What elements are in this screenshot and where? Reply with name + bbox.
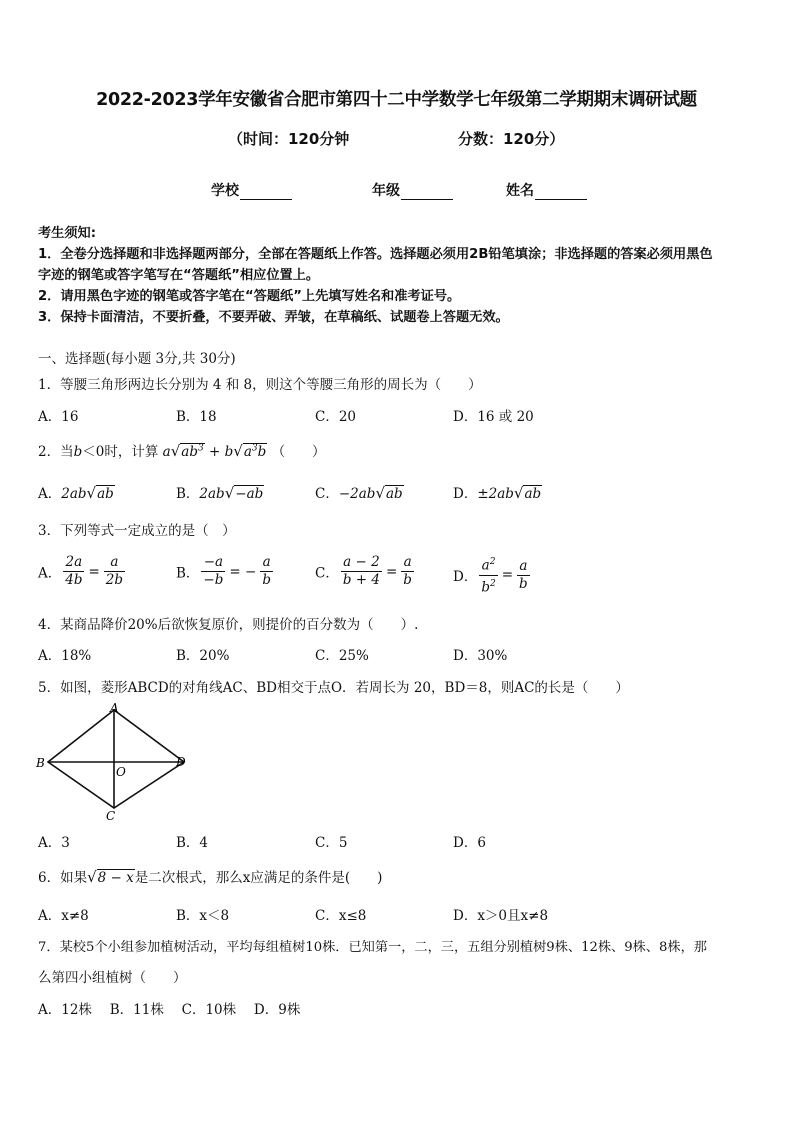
q2-option-b[interactable]: B．2ab√−ab <box>176 484 264 502</box>
notice-line-1b: 字迹的钢笔或答字笔写在“答题纸”相应位置上。 <box>38 268 320 283</box>
q2-option-c[interactable]: C．−2ab√ab <box>315 484 403 502</box>
grade-field[interactable] <box>372 180 453 200</box>
q1-option-c[interactable]: C．20 <box>315 409 357 425</box>
q6-option-a[interactable]: A．x≠8 <box>38 908 89 924</box>
exam-time: （时间：120分钟 <box>228 130 350 148</box>
question-7-line-2: 么第四小组植树（ ） <box>38 970 187 986</box>
school-blank[interactable] <box>240 184 292 200</box>
label-c: C <box>106 809 116 823</box>
q5-option-c[interactable]: C．5 <box>315 835 348 851</box>
label-a: A <box>110 701 119 715</box>
notice-line-1a: 1．全卷分选择题和非选择题两部分，全部在答题纸上作答。选择题必须用2B铅笔填涂；非选择题的答案必须用黑色 <box>38 247 713 262</box>
q3-option-d[interactable]: D． $\frac{a^2}{b^2}$ = $\frac{a}{b}$ <box>453 554 532 596</box>
school-label: 学校 <box>211 183 239 199</box>
grade-label: 年级 <box>372 183 400 199</box>
q5-option-b[interactable]: B．4 <box>176 835 209 851</box>
q4-option-b[interactable]: B．20% <box>176 648 230 664</box>
q2-option-d[interactable]: D．±2ab√ab <box>453 484 542 502</box>
q5-option-a[interactable]: A．3 <box>38 835 70 851</box>
notice-line-3: 3．保持卡面清洁，不要折叠，不要弄破、弄皱，在草稿纸、试题卷上答题无效。 <box>38 310 509 325</box>
q1-option-a[interactable]: A．16 <box>38 409 79 425</box>
grade-blank[interactable] <box>401 184 453 200</box>
question-4-stem: 4．某商品降价20%后欲恢复原价，则提价的百分数为（ ）. <box>38 617 419 633</box>
q4-option-c[interactable]: C．25% <box>315 648 369 664</box>
school-field[interactable] <box>211 180 292 200</box>
section-title: 一、选择题(每小题 3分,共 30分) <box>38 351 236 367</box>
label-b: B <box>36 756 45 770</box>
q2-expression: $a√ab^3 + b√a^3b$ <box>162 442 267 460</box>
name-label: 姓名 <box>506 183 534 199</box>
question-3-stem: 3．下列等式一定成立的是（ ） <box>38 523 236 539</box>
notice-line-2: 2．请用黑色字迹的钢笔或答字笔在“答题纸”上先填写姓名和准考证号。 <box>38 289 461 304</box>
q3-option-b[interactable]: B． $\frac{-a}{-b}$ = − $\frac{a}{b}$ <box>176 554 271 588</box>
question-5-stem: 5．如图，菱形ABCD的对角线AC、BD相交于点O．若周长为 20，BD＝8，则AC的长是（ ） <box>38 680 629 696</box>
q6-option-c[interactable]: C．x≤8 <box>315 908 367 924</box>
q3-option-a[interactable]: A． $\frac{2a}{4b}$ = $\frac{a}{2b}$ <box>38 554 124 588</box>
name-blank[interactable] <box>535 184 587 200</box>
question-2-stem: 2．当b＜0时，计算 $a√ab^3 + b√a^3b$ （ ） <box>38 442 326 460</box>
q6-option-d[interactable]: D．x＞0且x≠8 <box>453 908 549 924</box>
question-6-stem: 6．如果√8 − x是二次根式，那么x应满足的条件是( ) <box>38 868 383 886</box>
q4-option-d[interactable]: D．30% <box>453 648 508 664</box>
q6-option-b[interactable]: B．x＜8 <box>176 908 230 924</box>
label-o: O <box>116 765 126 779</box>
q7-options[interactable]: A．12株 B．11株 C．10株 D．9株 <box>38 1002 301 1018</box>
q3-option-c[interactable]: C． $\frac{a - 2}{b + 4}$ = $\frac{a}{b}$ <box>315 554 412 588</box>
rhombus-figure <box>30 700 200 824</box>
question-1-stem: 1．等腰三角形两边长分别为 4 和 8，则这个等腰三角形的周长为（ ） <box>38 377 482 393</box>
q2-option-a[interactable]: A．2ab√ab <box>38 484 114 502</box>
exam-score: 分数：120分） <box>458 130 565 148</box>
name-field[interactable] <box>506 180 587 200</box>
question-7-line-1: 7．某校5个小组参加植树活动，平均每组植树10株．已知第一，二，三，五组分别植树9株、12株、9株、8株，那 <box>38 940 707 955</box>
page-title: 2022-2023学年安徽省合肥市第四十二中学数学七年级第二学期期末调研试题 <box>96 90 697 110</box>
q1-option-b[interactable]: B．18 <box>176 409 217 425</box>
rhombus-outline <box>48 710 184 808</box>
label-d: D <box>176 755 186 769</box>
notice-heading: 考生须知: <box>38 226 97 241</box>
q1-option-d[interactable]: D．16 或 20 <box>453 409 534 425</box>
q5-option-d[interactable]: D．6 <box>453 835 486 851</box>
q4-option-a[interactable]: A．18% <box>38 648 92 664</box>
